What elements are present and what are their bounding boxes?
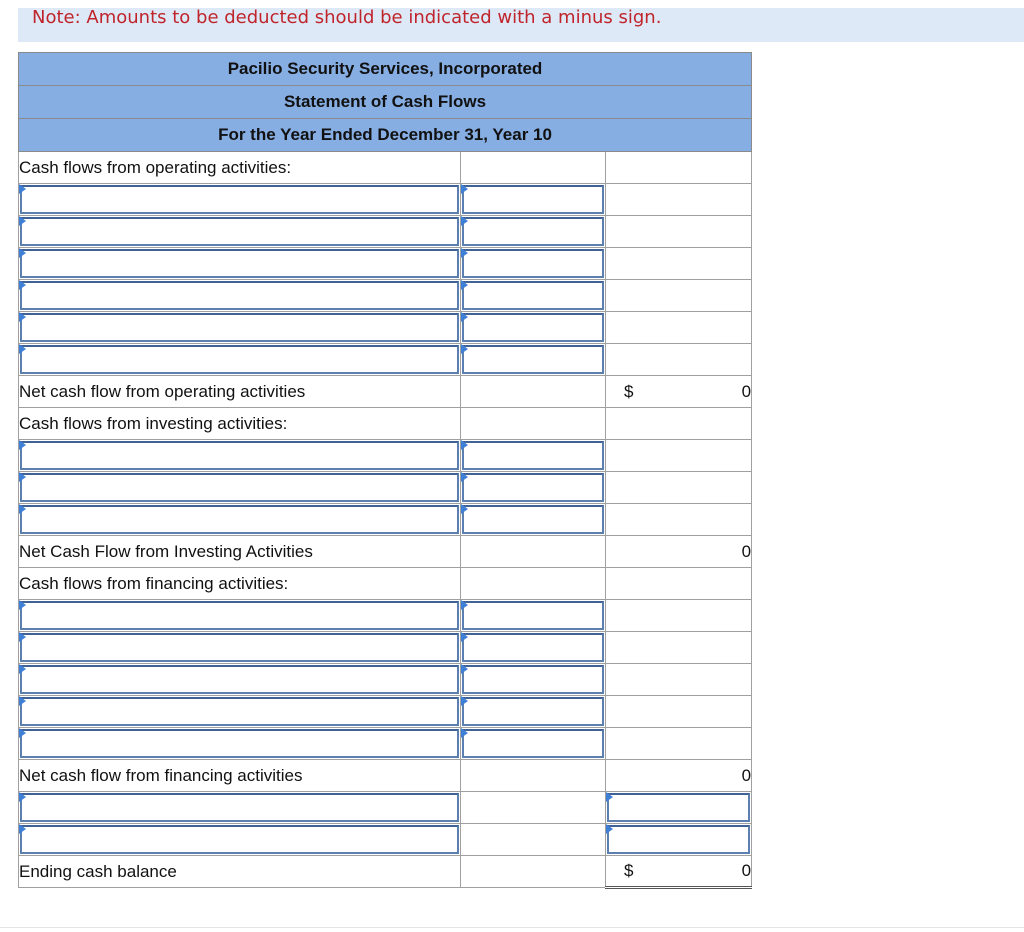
dropdown-marker-icon[interactable] (461, 728, 468, 738)
dropdown-marker-icon[interactable] (19, 824, 26, 834)
operating-entry-row (19, 280, 752, 312)
reconciliation-amount-input[interactable] (607, 793, 750, 822)
empty-cell (606, 504, 752, 536)
financing-total-value: 0 (606, 760, 752, 792)
financing-entry-row (19, 728, 752, 760)
empty-cell (606, 280, 752, 312)
dropdown-marker-icon[interactable] (606, 824, 613, 834)
financing-entry-row (19, 696, 752, 728)
ending-balance-label: Ending cash balance (19, 856, 461, 888)
operating-entry-row (19, 184, 752, 216)
empty-cell (606, 568, 752, 600)
operating-amount-input[interactable] (462, 345, 604, 374)
dropdown-marker-icon[interactable] (19, 632, 26, 642)
investing-entry-row (19, 440, 752, 472)
operating-total-label: Net cash flow from operating activities (19, 376, 461, 408)
financing-total-label: Net cash flow from financing activities (19, 760, 461, 792)
empty-cell (606, 600, 752, 632)
operating-entry-row (19, 216, 752, 248)
empty-cell (461, 824, 606, 856)
empty-cell (606, 728, 752, 760)
investing-total-value: 0 (606, 536, 752, 568)
financing-amount-input[interactable] (462, 729, 604, 758)
investing-item-input[interactable] (20, 473, 459, 502)
operating-item-input[interactable] (20, 345, 459, 374)
dropdown-marker-icon[interactable] (19, 728, 26, 738)
empty-cell (461, 376, 606, 408)
dropdown-marker-icon[interactable] (461, 344, 468, 354)
reconciliation-entry-row (19, 792, 752, 824)
dropdown-marker-icon[interactable] (19, 440, 26, 450)
investing-amount-input[interactable] (462, 505, 604, 534)
operating-amount-input[interactable] (462, 217, 604, 246)
operating-item-input[interactable] (20, 313, 459, 342)
financing-heading-row (19, 568, 752, 600)
dropdown-marker-icon[interactable] (461, 472, 468, 482)
operating-entry-row (19, 312, 752, 344)
financing-item-input[interactable] (20, 697, 459, 726)
empty-cell (606, 216, 752, 248)
empty-cell (461, 568, 606, 600)
financing-total-row (19, 760, 752, 792)
empty-cell (606, 632, 752, 664)
investing-total-row (19, 536, 752, 568)
ending-balance-value: 0 (741, 861, 752, 880)
currency-symbol: $ (624, 381, 634, 401)
dropdown-marker-icon[interactable] (461, 216, 468, 226)
empty-cell (606, 664, 752, 696)
header-company-row (19, 53, 752, 86)
empty-cell (606, 184, 752, 216)
dropdown-marker-icon[interactable] (19, 248, 26, 258)
empty-cell (461, 536, 606, 568)
operating-item-input[interactable] (20, 249, 459, 278)
dropdown-marker-icon[interactable] (461, 632, 468, 642)
operating-entry-row (19, 344, 752, 376)
dropdown-marker-icon[interactable] (461, 440, 468, 450)
financing-item-input[interactable] (20, 601, 459, 630)
dropdown-marker-icon[interactable] (461, 696, 468, 706)
dropdown-marker-icon[interactable] (461, 664, 468, 674)
investing-amount-input[interactable] (462, 473, 604, 502)
dropdown-marker-icon[interactable] (461, 248, 468, 258)
investing-item-input[interactable] (20, 505, 459, 534)
dropdown-marker-icon[interactable] (19, 184, 26, 194)
dropdown-marker-icon[interactable] (461, 184, 468, 194)
header-period-row (19, 119, 752, 152)
reconciliation-amount-input[interactable] (607, 825, 750, 854)
financing-item-input[interactable] (20, 665, 459, 694)
reconciliation-item-input[interactable] (20, 793, 459, 822)
financing-entry-row (19, 600, 752, 632)
dropdown-marker-icon[interactable] (461, 312, 468, 322)
operating-item-input[interactable] (20, 217, 459, 246)
dropdown-marker-icon[interactable] (19, 280, 26, 290)
financing-amount-input[interactable] (462, 601, 604, 630)
company-name: Pacilio Security Services, Incorporated (19, 53, 752, 86)
investing-total-label: Net Cash Flow from Investing Activities (19, 536, 461, 568)
financing-amount-input[interactable] (462, 665, 604, 694)
financing-heading: Cash flows from financing activities: (19, 568, 461, 600)
dropdown-marker-icon[interactable] (19, 504, 26, 514)
cash-flow-statement-table (18, 52, 752, 889)
statement-period: For the Year Ended December 31, Year 10 (19, 119, 752, 152)
reconciliation-item-input[interactable] (20, 825, 459, 854)
empty-cell (606, 440, 752, 472)
dropdown-marker-icon[interactable] (19, 600, 26, 610)
operating-amount-input[interactable] (462, 185, 604, 214)
dropdown-marker-icon[interactable] (19, 216, 26, 226)
empty-cell (461, 152, 606, 184)
investing-heading-row (19, 408, 752, 440)
bottom-divider (0, 927, 1024, 928)
empty-cell (606, 472, 752, 504)
investing-amount-input[interactable] (462, 441, 604, 470)
dropdown-marker-icon[interactable] (19, 792, 26, 802)
operating-item-input[interactable] (20, 281, 459, 310)
financing-amount-input[interactable] (462, 633, 604, 662)
operating-amount-input[interactable] (462, 281, 604, 310)
investing-entry-row (19, 472, 752, 504)
empty-cell (461, 408, 606, 440)
dropdown-marker-icon[interactable] (461, 504, 468, 514)
operating-total-row (19, 376, 752, 408)
empty-cell (606, 152, 752, 184)
operating-heading-row (19, 152, 752, 184)
note-bar (18, 8, 1024, 42)
empty-cell (606, 312, 752, 344)
dropdown-marker-icon[interactable] (19, 664, 26, 674)
operating-amount-input[interactable] (462, 249, 604, 278)
reconciliation-entry-row (19, 824, 752, 856)
note-text: Note: Amounts to be deducted should be indicated with a minus sign. (32, 7, 662, 28)
currency-symbol: $ (624, 861, 634, 880)
financing-item-input[interactable] (20, 633, 459, 662)
empty-cell (606, 408, 752, 440)
dropdown-marker-icon[interactable] (19, 312, 26, 322)
operating-total-value: 0 (741, 381, 752, 401)
dropdown-marker-icon[interactable] (461, 280, 468, 290)
operating-total-cell (606, 376, 752, 408)
header-statement-row (19, 86, 752, 119)
financing-item-input[interactable] (20, 729, 459, 758)
empty-cell (606, 696, 752, 728)
financing-entry-row (19, 632, 752, 664)
empty-cell (461, 856, 606, 888)
empty-cell (461, 792, 606, 824)
investing-entry-row (19, 504, 752, 536)
operating-heading: Cash flows from operating activities: (19, 152, 461, 184)
ending-balance-cell (606, 856, 752, 888)
dropdown-marker-icon[interactable] (461, 600, 468, 610)
dropdown-marker-icon[interactable] (19, 472, 26, 482)
dropdown-marker-icon[interactable] (19, 696, 26, 706)
empty-cell (461, 760, 606, 792)
statement-title: Statement of Cash Flows (19, 86, 752, 119)
investing-heading: Cash flows from investing activities: (19, 408, 461, 440)
empty-cell (606, 248, 752, 280)
operating-item-input[interactable] (20, 185, 459, 214)
financing-amount-input[interactable] (462, 697, 604, 726)
operating-amount-input[interactable] (462, 313, 604, 342)
operating-entry-row (19, 248, 752, 280)
investing-item-input[interactable] (20, 441, 459, 470)
dropdown-marker-icon[interactable] (19, 344, 26, 354)
ending-balance-row (19, 856, 752, 888)
dropdown-marker-icon[interactable] (606, 792, 613, 802)
empty-cell (606, 344, 752, 376)
financing-entry-row (19, 664, 752, 696)
